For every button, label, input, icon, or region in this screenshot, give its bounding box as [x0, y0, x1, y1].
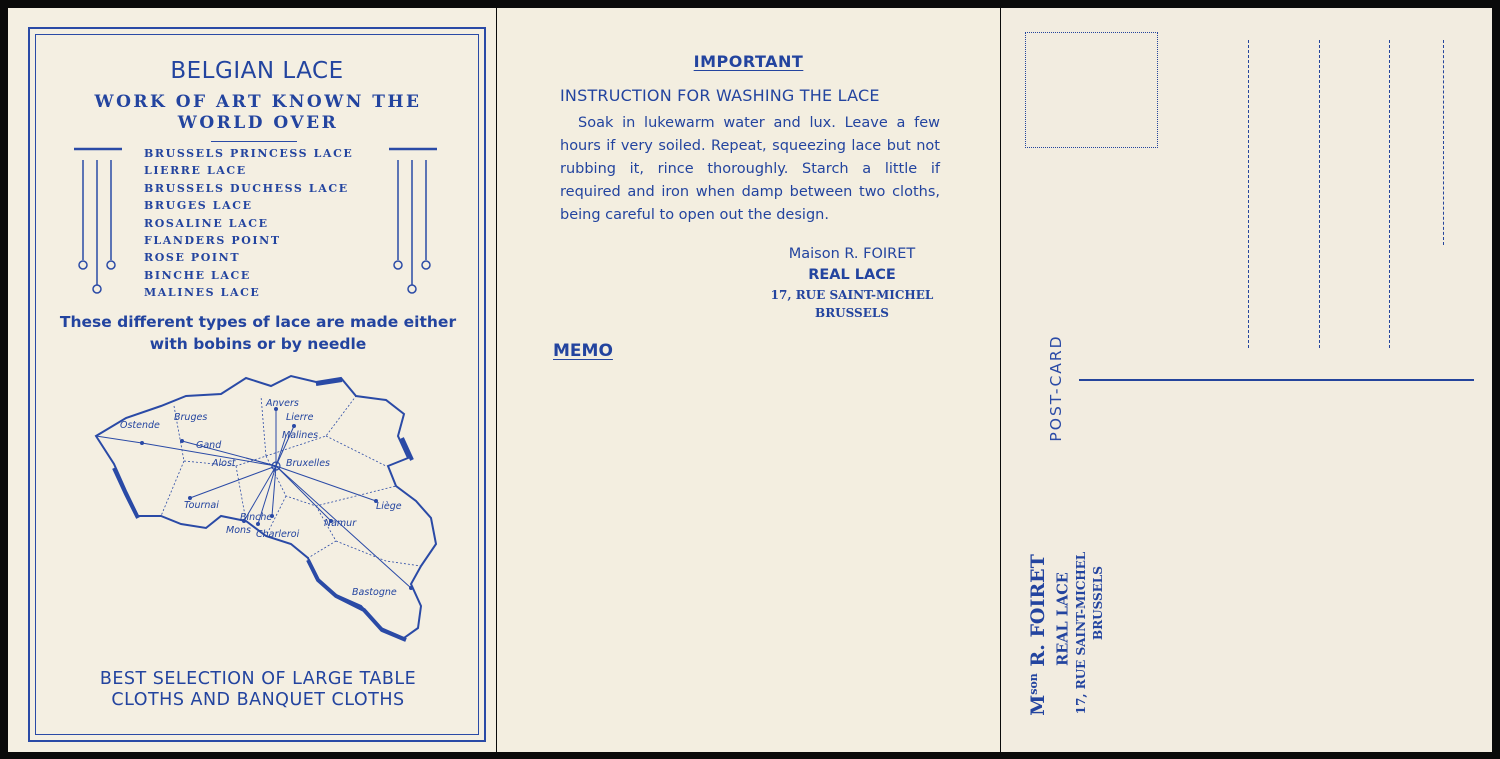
signature-address: 17, RUE SAINT-MICHEL	[770, 288, 934, 302]
important-heading-text: IMPORTANT	[693, 52, 804, 71]
map-label: Anvers	[266, 398, 299, 409]
sender-prefix-sup: son	[1026, 673, 1040, 695]
address-line	[1319, 40, 1320, 348]
heading-divider	[211, 141, 297, 142]
sender-address: 17, RUE SAINT-MICHEL	[1074, 551, 1088, 715]
map-label: Lierre	[286, 412, 314, 423]
map-label: Alost	[212, 458, 236, 469]
brochure-subheading	[88, 92, 428, 134]
lace-type-item: BRUSSELS DUCHESS LACE	[144, 181, 349, 195]
signature-city: BRUSSELS	[815, 306, 889, 320]
sender-name	[1027, 554, 1049, 716]
map-label: Tournai	[184, 500, 219, 511]
signature-name: Maison R. FOIRET	[788, 246, 916, 262]
pendant-ornament-left-icon	[68, 146, 128, 306]
belgium-map	[86, 366, 446, 656]
lace-type-item: ROSALINE LACE	[144, 216, 269, 230]
map-label: Bastogne	[352, 587, 397, 598]
map-label: Gand	[196, 440, 222, 451]
lace-note-text: These different types of lace are made either with bobins or by needle	[59, 313, 457, 353]
lace-type-item: LIERRE LACE	[144, 164, 247, 178]
address-line	[1389, 40, 1390, 348]
lace-type-item: BRUGES LACE	[144, 199, 253, 213]
address-line	[1248, 40, 1249, 348]
signature-tagline: REAL LACE	[808, 267, 896, 283]
lace-type-item: FLANDERS POINT	[144, 234, 281, 248]
brochure-heading: BELGIAN LACE	[170, 58, 344, 84]
map-label: Ostende	[120, 420, 160, 431]
bottom-slogan-text: BEST SELECTION OF LARGE TABLE CLOTHS AND BANQUET CLOTHS	[99, 669, 417, 710]
pendant-ornament-right-icon	[383, 146, 443, 306]
lace-type-item: BRUSSELS PRINCESS LACE	[144, 147, 354, 160]
map-label: Bruxelles	[286, 458, 330, 469]
sender-tagline: REAL LACE	[1054, 572, 1072, 666]
map-label: Binche	[240, 512, 273, 523]
map-label: Liège	[376, 501, 402, 512]
washing-instruction-body: Soak in lukewarm water and lux. Leave a few hours if very soiled. Repeat, squeezing lace but not rubbing it, rince thoroughly. Starch a little if required and iron when damp between two cloths, being careful to open out the design.	[560, 115, 940, 223]
lace-type-item: BINCHE LACE	[144, 268, 251, 282]
map-label: Charleroi	[256, 529, 300, 540]
sender-prefix: M	[1027, 694, 1050, 716]
address-line	[1443, 40, 1444, 245]
lace-type-item: ROSE POINT	[144, 251, 241, 265]
map-label: Mons	[226, 525, 251, 536]
subheading-text: WORK OF ART KNOWN THE WORLD OVER	[94, 92, 422, 133]
middle-panel	[497, 8, 1000, 752]
maison-signature	[722, 244, 982, 322]
important-heading	[497, 52, 1000, 71]
lace-types-list	[144, 145, 353, 302]
message-divider	[1079, 379, 1474, 381]
sender-city: BRUSSELS	[1091, 566, 1105, 640]
map-label: Bruges	[174, 412, 208, 423]
washing-instruction-title: INSTRUCTION FOR WASHING THE LACE	[560, 86, 880, 105]
bottom-slogan	[63, 669, 453, 711]
sender-name-text: R. FOIRET	[1027, 554, 1050, 667]
lace-note	[58, 311, 458, 355]
memo-heading: MEMO	[553, 341, 613, 361]
left-panel	[8, 8, 496, 752]
postcard-label: POST-CARD	[1047, 334, 1065, 442]
postcard-back-panel	[1001, 8, 1492, 752]
map-route-lines	[96, 409, 411, 588]
map-label: Malines	[282, 430, 319, 441]
map-label: Namur	[324, 518, 357, 529]
lace-type-item: MALINES LACE	[144, 286, 261, 300]
stamp-box	[1025, 32, 1158, 148]
